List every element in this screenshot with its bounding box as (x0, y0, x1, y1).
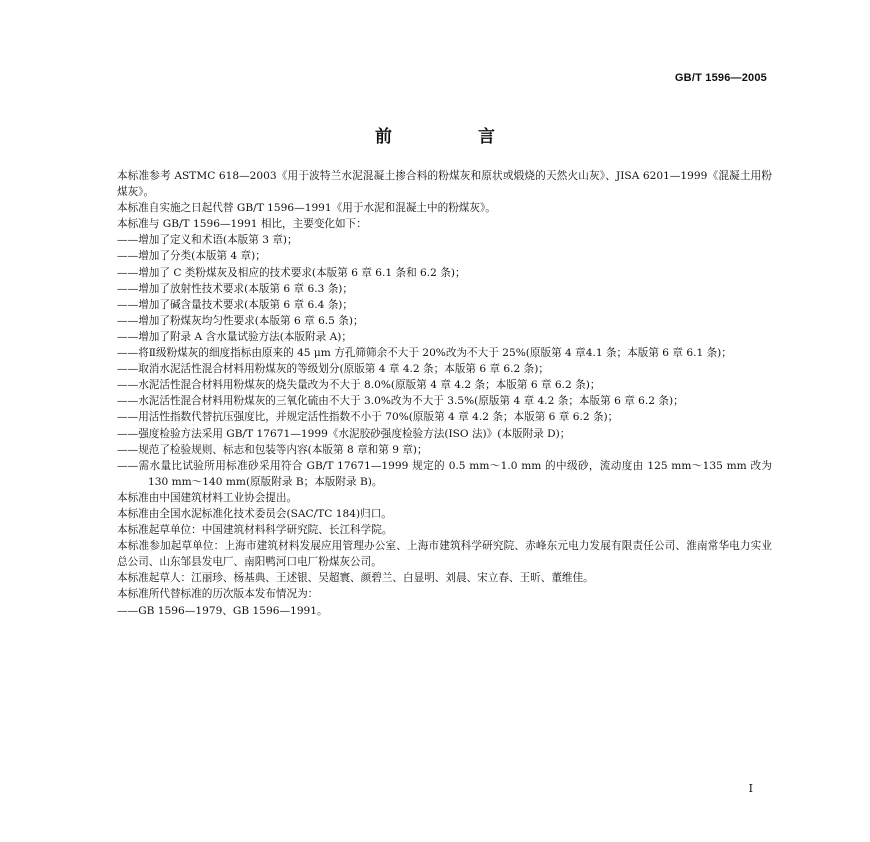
change-item: ——增加了定义和术语(本版第 3 章)； (117, 234, 298, 247)
change-item: ——强度检验方法采用 GB/T 17671—1999《水泥胶砂强度检验方法(ISO 法)》(本版附录 D)； (117, 427, 571, 440)
closing-paragraph: 本标准起草单位：中国建筑材料科学研究院、长江科学院。 (117, 524, 393, 537)
intro-text: 本标准与 GB/T 1596—1991 相比，主要变化如下： (117, 218, 367, 231)
intro-paragraph (117, 168, 772, 200)
closing-paragraph: 本标准参加起草单位：上海市建筑材料发展应用管理办公室、上海市建筑科学研究院、赤峰东元电力发展有限责任公司、淮南常华电力实业总公司、山东邹县发电厂、南阳鸭河口电厂粉煤灰公司。 (117, 540, 772, 569)
intro-text: 本标准参考 ASTMC 618—2003《用于波特兰水泥混凝土掺合料的粉煤灰和原状或煅烧的天然火山灰》、JISA 6201—1999《混凝土用粉煤灰》。 (117, 170, 772, 199)
change-item: ——增加了放射性技术要求(本版第 6 章 6.3 条)； (117, 282, 354, 295)
page-number: I (748, 782, 753, 795)
closing-paragraph: 本标准由中国建筑材料工业协会提出。 (117, 491, 298, 504)
change-item: ——将Ⅱ级粉煤灰的细度指标由原来的 45 μm 方孔筛筛余不大于 20%改为不大于 25%(原版第 4 章4.1 条；本版第 6 章 6.1 条)； (117, 347, 732, 360)
intro-paragraph (117, 200, 772, 216)
change-item: ——增加了 C 类粉煤灰及相应的技术要求(本版第 6 章 6.1 条和 6.2 条)； (117, 266, 466, 279)
closing-paragraph: 本标准由全国水泥标准化技术委员会(SAC/TC 184)归口。 (117, 507, 392, 520)
closing-paragraph: ——GB 1596—1979、GB 1596—1991。 (117, 604, 328, 617)
closing-paragraph: 本标准起草人：江丽珍、杨基典、王述银、吴超寰、颜碧兰、白显明、刘晨、宋立春、王昕、董维佳。 (117, 572, 594, 585)
page-title: 前 言 (375, 127, 535, 147)
standard-code: GB/T 1596—2005 (674, 72, 767, 84)
change-item: ——取消水泥活性混合材料用粉煤灰的等级划分(原版第 4 章 4.2 条；本版第 6 章 6.2 条)； (117, 363, 549, 376)
change-item: ——增加了粉煤灰均匀性要求(本版第 6 章 6.5 条)； (117, 314, 364, 327)
change-item: ——规范了检验规则、标志和包装等内容(本版第 8 章和第 9 章)； (117, 443, 428, 456)
change-item: ——需水量比试验所用标准砂采用符合 GB/T 17671—1999 规定的 0.5 mm～1.0 mm 的中级砂，流动度由 125 mm～135 mm 改为 130 mm～140 mm(原版附录 B；本版附录 B)。 (117, 459, 772, 488)
change-item: ——增加了附录 A 含水量试验方法(本版附录 A)； (117, 330, 352, 343)
document-body (117, 168, 772, 619)
change-item: ——水泥活性混合材料用粉煤灰的烧失量改为不大于 8.0%(原版第 4 章 4.2 条；本版第 6 章 6.2 条)； (117, 379, 601, 392)
change-item: ——用活性指数代替抗压强度比，并规定活性指数不小于 70%(原版第 4 章 4.2 条；本版第 6 章 6.2 条)； (117, 411, 619, 424)
change-item: ——水泥活性混合材料用粉煤灰的三氧化硫由不大于 3.0%改为不大于 3.5%(原版第 4 章 4.2 条；本版第 6 章 6.2 条)； (117, 395, 684, 408)
intro-text: 本标准自实施之日起代替 GB/T 1596—1991《用于水泥和混凝土中的粉煤灰》。 (117, 202, 496, 215)
change-item: ——增加了分类(本版第 4 章)； (117, 250, 266, 263)
change-item: ——增加了碱含量技术要求(本版第 6 章 6.4 条)； (117, 298, 354, 311)
intro-paragraph (117, 216, 772, 232)
closing-paragraph: 本标准所代替标准的历次版本发布情况为： (117, 588, 319, 601)
